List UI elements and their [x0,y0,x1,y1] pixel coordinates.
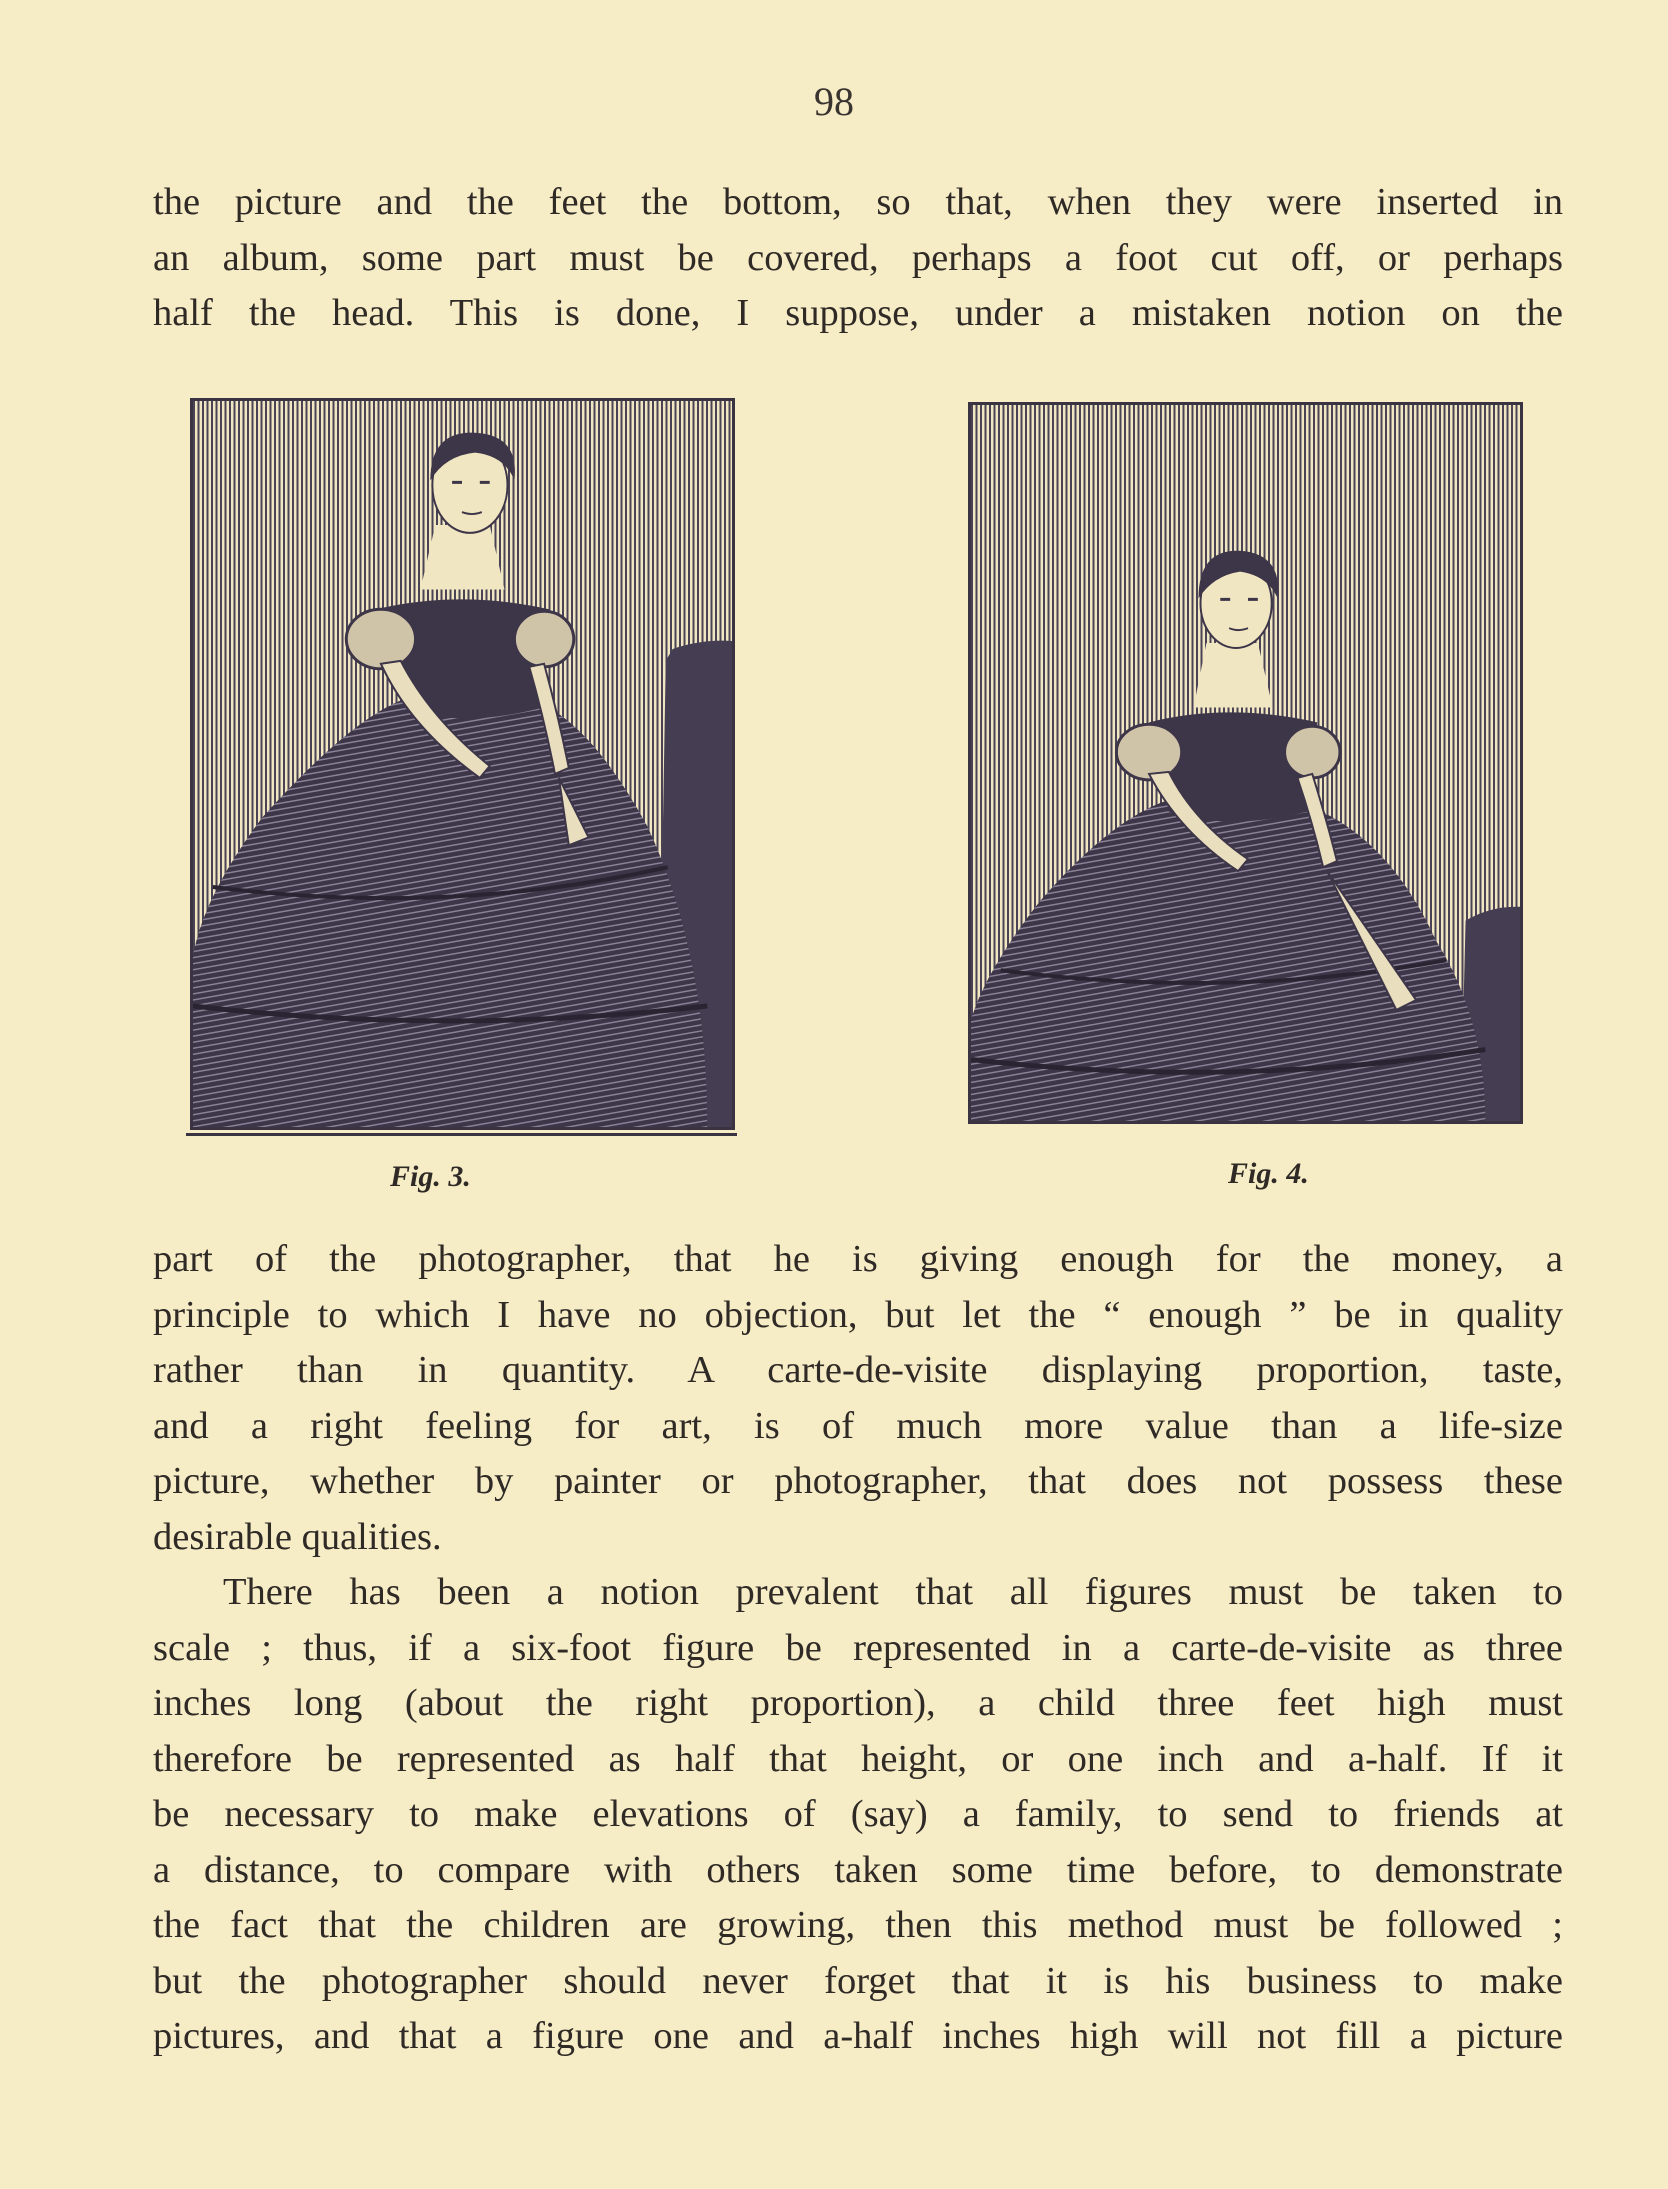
text-line: the picture and the feet the bottom, so that, when they were inserted in [153,181,1563,223]
text-line: picture, whether by painter or photographer, that does not possess these [153,1460,1563,1502]
top-text [153,175,1563,342]
seated-woman-illustration [971,405,1520,1121]
woman-portrait-illustration [968,402,1523,1124]
text-line: half the head. This is done, I suppose, under a mistaken notion on the [153,292,1563,334]
figure-4-caption: Fig. 4. [1228,1157,1309,1190]
text-line: There has been a notion prevalent that all figures must be taken to [223,1571,1563,1613]
figure-base-rule [186,1133,737,1136]
body-text [153,1232,1563,2065]
text-line: a distance, to compare with others taken some time before, to demonstrate [153,1848,1563,1891]
figure-3-engraving [190,398,735,1130]
text-line: principle to which I have no objection, but let the “ enough ” be in quality [153,1293,1563,1336]
seated-woman-illustration [193,401,732,1127]
text-line: pictures, and that a figure one and a-half inches high will not fill a picture [153,2015,1563,2057]
page-number: 98 [814,79,854,124]
text-line: part of the photographer, that he is giving enough for the money, a [153,1238,1563,1280]
text-line: desirable qualities. [153,1515,442,1558]
figure-3-caption: Fig. 3. [390,1160,471,1193]
text-line: an album, some part must be covered, perhaps a foot cut off, or perhaps [153,236,1563,279]
text-line: be necessary to make elevations of (say) a family, to send to friends at [153,1793,1563,1835]
text-line: rather than in quantity. A carte-de-visite displaying proportion, taste, [153,1349,1563,1391]
text-line: the fact that the children are growing, then this method must be followed ; [153,1904,1563,1946]
woman-portrait-illustration [190,398,735,1130]
paragraph-1 [153,1232,1563,1565]
text-line: and a right feeling for art, is of much more value than a life-size [153,1404,1563,1447]
figure-4-engraving [968,402,1523,1124]
paragraph-2 [153,1565,1563,2065]
text-line: scale ; thus, if a six-foot figure be represented in a carte-de-visite as three [153,1626,1563,1669]
text-line: therefore be represented as half that height, or one inch and a-half. If it [153,1737,1563,1780]
text-line: but the photographer should never forget that it is his business to make [153,1959,1563,2002]
text-line: inches long (about the right proportion), a child three feet high must [153,1682,1563,1724]
